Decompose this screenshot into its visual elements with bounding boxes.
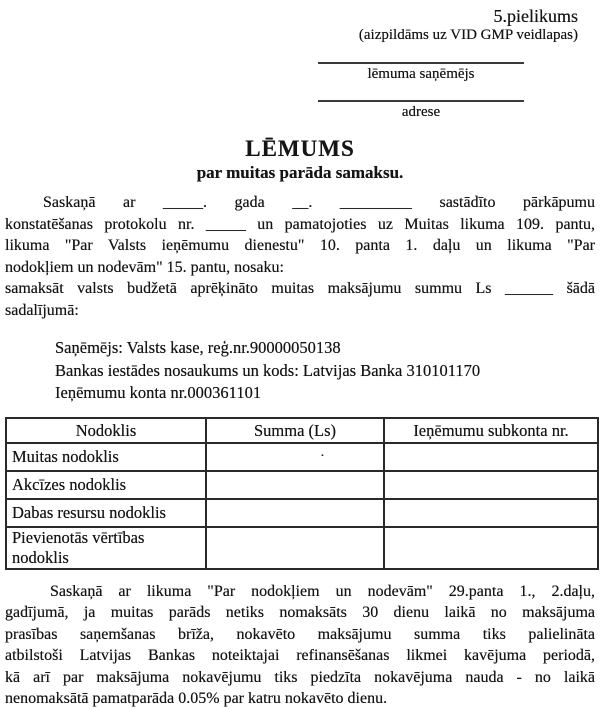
summa-cell (206, 499, 384, 527)
summa-cell: · (206, 443, 384, 471)
summa-cell (206, 527, 384, 569)
column-header-subkonta: Ieņēmumu subkonta nr. (384, 418, 598, 443)
paragraph-line: prasības saņemšanas brīža, nokavēto maksājumu summa tiks palielināta (5, 625, 595, 643)
recipient-line-label: lēmuma saņēmējs (367, 66, 475, 82)
form-type-note: (aizpildāms uz VID GMP veidlapas) (358, 27, 578, 43)
subkonta-cell (384, 471, 598, 499)
closing-paragraph (5, 581, 595, 709)
document-title: LĒMUMS (245, 136, 355, 161)
column-header-summa: Summa (Ls) (206, 418, 384, 443)
subkonta-cell (384, 443, 598, 471)
paragraph-line: Saskaņā ar _____. gada __. _________ sastādīto pārkāpumu (43, 194, 595, 211)
taxes-table-wrapper (5, 417, 599, 570)
paragraph-line: samaksāt valsts budžetā aprēķināto muitas maksājumu summu Ls ______ šādā (5, 280, 595, 298)
address-signature-line (318, 100, 524, 102)
tax-name-cell: Pievienotās vērtības nodoklis (6, 527, 206, 569)
tax-name-cell: Muitas nodoklis (6, 443, 206, 471)
tax-name-cell: Dabas resursu nodoklis (6, 499, 206, 527)
paragraph-line: nenomaksātā pamatparāda 0.05% par katru nokavēto dienu. (5, 690, 388, 708)
summa-cell (206, 471, 384, 499)
table-row (6, 499, 598, 527)
subkonta-cell (384, 499, 598, 527)
paragraph-line: kā arī par maksājuma nokavējumu tiks piedzīta nokavējuma nauda - no laikā (5, 668, 595, 686)
payee-account-line: Ieņēmumu konta nr.000361101 (55, 383, 262, 402)
paragraph-line: atbilstoši Latvijas Bankas noteiktajai refinansēšanas likmei kavējuma periodā, (5, 647, 595, 665)
paragraph-line: konstatēšanas protokolu nr. _____ un pamatojoties uz Muitas likuma 109. pantu, (5, 215, 595, 233)
annex-label: 5.pielikums (493, 6, 578, 26)
recipient-signature-line (318, 62, 524, 64)
taxes-table (5, 417, 599, 570)
paragraph-line: sadalījumā: (5, 301, 79, 319)
paragraph-line: nodokļiem un nodevām" 15. pantu, nosaku: (5, 258, 284, 276)
paragraph-line: Saskaņā ar likuma "Par nodokļiem un nodevām" 29.panta 1., 2.daļu, (50, 583, 595, 600)
paragraph-line: gadījumā, ja muitas parāds netiks nomaksāts 30 dienu laikā no maksājuma (5, 604, 595, 622)
column-header-nodoklis: Nodoklis (6, 418, 206, 443)
payee-info (55, 337, 480, 405)
document-subtitle: par muitas parāda samaksu. (196, 163, 404, 182)
table-header-row (6, 418, 598, 443)
payee-name-line: Saņēmējs: Valsts kase, reģ.nr.90000050138 (55, 338, 341, 357)
table-row (6, 527, 598, 569)
paragraph-line: likuma "Par Valsts ieņēmumu dienestu" 10. panta 1. daļu un likuma "Par (5, 237, 595, 255)
tax-name-cell: Akcīzes nodoklis (6, 471, 206, 499)
payee-bank-line: Bankas iestādes nosaukums un kods: Latvijas Banka 310101170 (55, 360, 481, 380)
intro-paragraph (5, 192, 595, 322)
table-row (6, 443, 598, 471)
address-line-label: adrese (401, 104, 441, 120)
table-row (6, 471, 598, 499)
subkonta-cell (384, 527, 598, 569)
